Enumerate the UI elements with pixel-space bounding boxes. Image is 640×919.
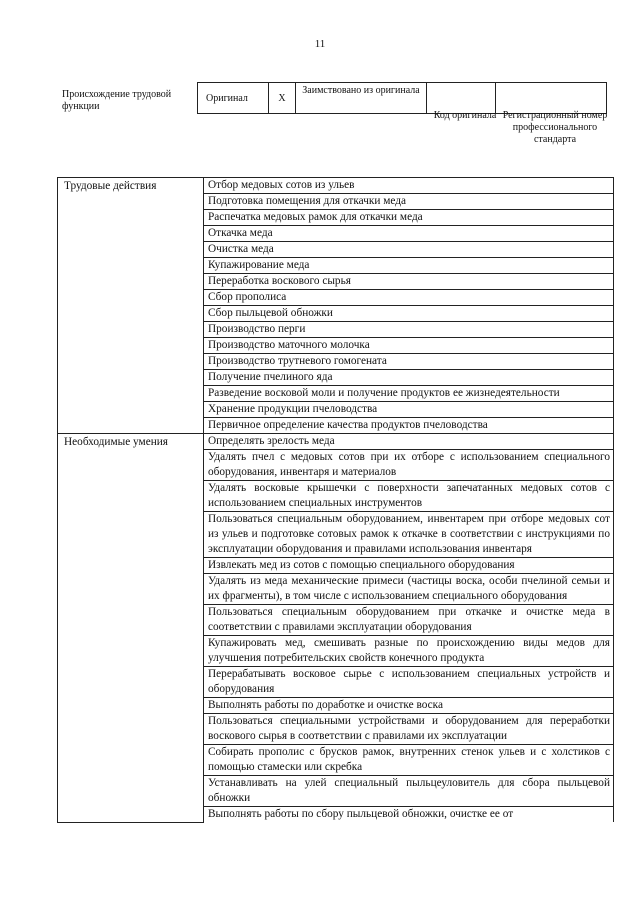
labor-actions-item: Получение пчелиного яда xyxy=(204,370,614,386)
origin-label: Происхождение трудовой функции xyxy=(62,89,172,112)
labor-actions-item: Сбор пыльцевой обножки xyxy=(204,306,614,322)
labor-actions-item: Разведение восковой моли и получение продуктов ее жизнедеятельности xyxy=(204,386,614,402)
original-mark: X xyxy=(269,83,296,114)
reg-number-caption: Регистрационный номер профессионального стандарта xyxy=(502,110,608,145)
labor-actions-row xyxy=(58,178,614,194)
reg-number-cell xyxy=(496,83,607,114)
code-caption: Код оригинала xyxy=(433,110,497,121)
skills-item: Удалять пчел с медовых сотов при их отборе с использованием специального оборудования, инвентаря и материалов xyxy=(204,450,614,481)
skills-item: Устанавливать на улей специальный пыльцеуловитель для сбора пыльцевой обножки xyxy=(204,776,614,807)
labor-actions-item: Откачка меда xyxy=(204,226,614,242)
skills-item: Извлекать мед из сотов с помощью специального оборудования xyxy=(204,558,614,574)
skills-item: Пользоваться специальным оборудованием, инвентарем при отборе медовых сот из ульев и подготовке сотовых рамок к откачке в соответствии с инструкциями по эксплуатации оборудования и правилами использования инвентаря xyxy=(204,512,614,558)
skills-item: Определять зрелость меда xyxy=(204,434,614,450)
page-number: 11 xyxy=(314,38,326,50)
skills-item: Удалять восковые крышечки с поверхности запечатанных медовых сотов с использованием специальных инструментов xyxy=(204,481,614,512)
labor-actions-item: Подготовка помещения для откачки меда xyxy=(204,194,614,210)
skills-item: Перерабатывать восковое сырье с использованием специальных устройств и оборудования xyxy=(204,667,614,698)
original-cell: Оригинал xyxy=(198,83,269,114)
labor-actions-item: Производство перги xyxy=(204,322,614,338)
skills-item: Удалять из меда механические примеси (частицы воска, особи пчелиной семьи и их фрагменты), в том числе с использованием специального оборудования xyxy=(204,574,614,605)
labor-actions-item: Сбор прополиса xyxy=(204,290,614,306)
labor-actions-item: Переработка воскового сырья xyxy=(204,274,614,290)
skills-item: Купажировать мед, смешивать разные по происхождению виды медов для улучшения потребительских свойств конечного продукта xyxy=(204,636,614,667)
labor-actions-item: Первичное определение качества продуктов пчеловодства xyxy=(204,418,614,434)
skills-header: Необходимые умения xyxy=(58,434,204,823)
labor-actions-item: Купажирование меда xyxy=(204,258,614,274)
labor-actions-item: Отбор медовых сотов из ульев xyxy=(204,178,614,194)
skills-item: Выполнять работы по доработке и очистке воска xyxy=(204,698,614,714)
skills-item: Собирать прополис с брусков рамок, внутренних стенок ульев и с холстиков с помощью стамески или скребка xyxy=(204,745,614,776)
labor-actions-item: Распечатка медовых рамок для откачки меда xyxy=(204,210,614,226)
skills-item: Выполнять работы по сбору пыльцевой обножки, очистке ее от xyxy=(204,807,614,823)
function-table xyxy=(57,177,614,823)
labor-actions-header: Трудовые действия xyxy=(58,178,204,434)
labor-actions-item: Производство трутневого гомогената xyxy=(204,354,614,370)
skills-row xyxy=(58,434,614,450)
code-cell xyxy=(427,83,496,114)
borrowed-cell: Заимствовано из оригинала xyxy=(296,83,427,114)
skills-item: Пользоваться специальными устройствами и оборудованием для переработки воскового сырья в соответствии с правилами их эксплуатации xyxy=(204,714,614,745)
labor-actions-item: Очистка меда xyxy=(204,242,614,258)
skills-item: Пользоваться специальным оборудованием при откачке и очистке меда в соответствии с правилами эксплуатации оборудования xyxy=(204,605,614,636)
labor-actions-item: Хранение продукции пчеловодства xyxy=(204,402,614,418)
labor-actions-item: Производство маточного молочка xyxy=(204,338,614,354)
